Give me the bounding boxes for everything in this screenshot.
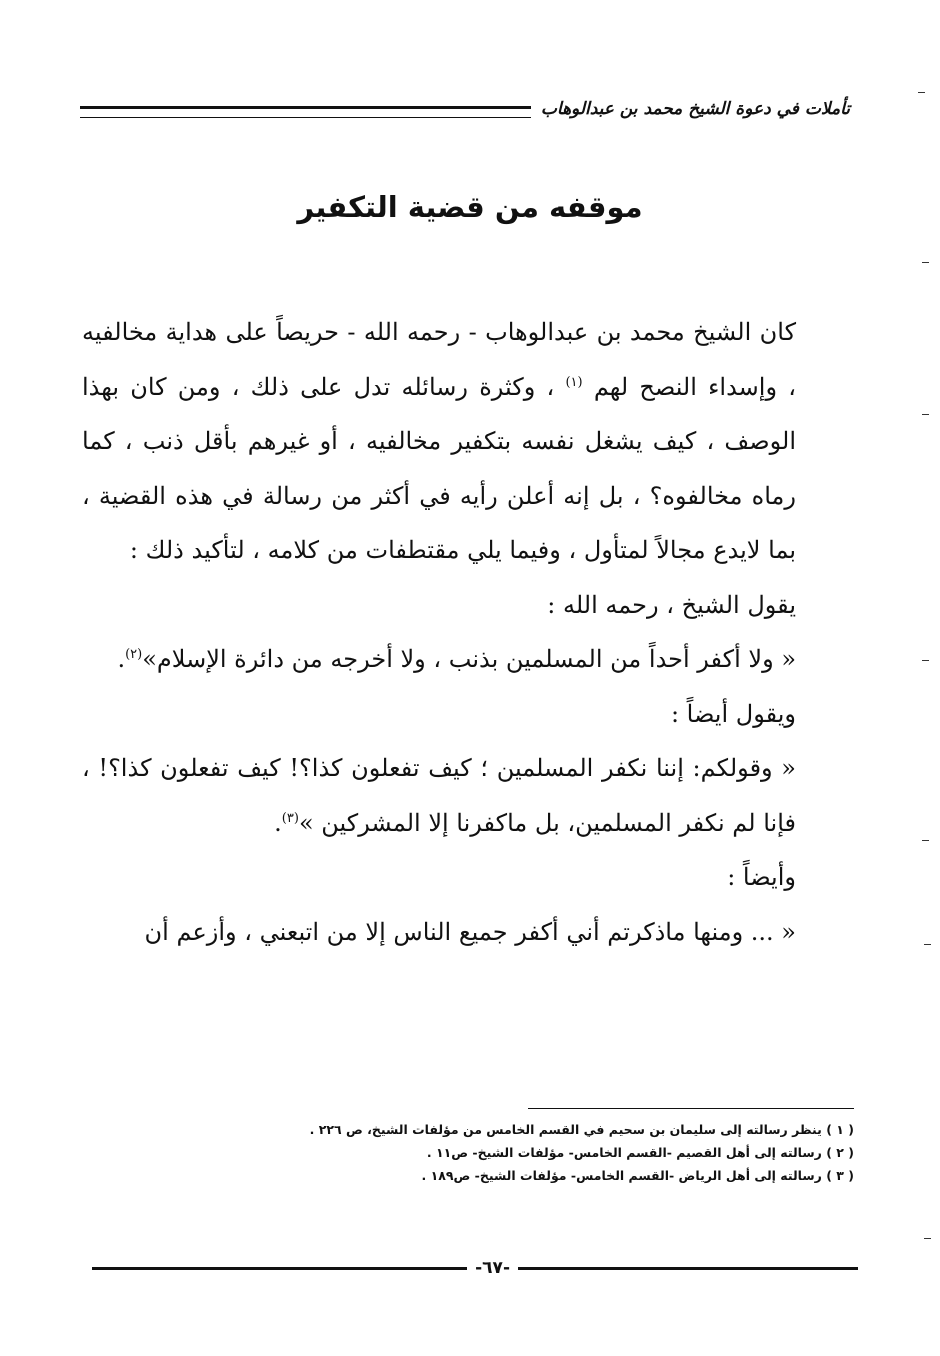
quote-paragraph-2 — [82, 741, 854, 850]
quote-end-2: . — [274, 808, 282, 837]
running-header — [80, 92, 850, 126]
body-text — [82, 305, 854, 959]
margin-tick — [922, 414, 929, 415]
running-header-title: تأملات في دعوة الشيخ محمد بن عبدالوهاب — [540, 99, 850, 119]
footnote-1: ( ١ ) ينظر رسالته إلى سليمان بن سحيم في القسم الخامس من مؤلفات الشيخ، ص ٢٢٦ . — [309, 1122, 854, 1137]
quote-paragraph-3: « ... ومنها ماذكرتم أني أكفر جميع الناس إلا من اتبعني ، وأزعم أن — [144, 917, 796, 946]
intro-text-cont: ، وكثرة رسائله تدل على ذلك ، ومن كان بهذا الوصف ، كيف يشغل نفسه بتكفير مخالفيه ، أو غيرهم بأقل ذنب ، كما رماه مخالفوه؟ ، بل إنه أعلن رأيه في أكثر من رسالة في هذه القضية ، بما لايدع مجالاً لمتأول ، وفيما يلي مقتطفات من كلامه ، لتأكيد ذلك : — [82, 372, 796, 564]
says-paragraph-1: يقول الشيخ ، رحمه الله : — [547, 590, 796, 619]
margin-tick — [924, 944, 931, 945]
quote-end-1: . — [117, 645, 126, 673]
intro-paragraph — [82, 305, 854, 578]
section-heading: موقفه من قضية التكفير — [297, 190, 643, 224]
says-paragraph-3: وأيضاً : — [727, 863, 796, 891]
quote-text-1: « ولا أكفر أحداً من المسلمين بذنب ، ولا أخرجه من دائرة الإسلام» — [142, 645, 796, 673]
footer-rule-left — [92, 1267, 467, 1270]
margin-tick — [922, 660, 929, 661]
footer-rule-right — [518, 1267, 858, 1270]
header-rule — [80, 106, 531, 118]
footnote-separator — [528, 1108, 854, 1109]
says-paragraph-2: ويقول أيضاً : — [670, 699, 796, 728]
margin-tick — [924, 1238, 931, 1239]
footnote-ref-2: (٢) — [125, 647, 143, 662]
quote-text-2: « وقولكم: إننا نكفر المسلمين ؛ كيف تفعلون كذا؟! كيف تفعلون كذا؟! ، فإنا لم نكفر المسلمين، بل ماكفرنا إلا المشركين » — [82, 754, 796, 837]
quote-paragraph-1 — [82, 632, 854, 687]
footnotes — [82, 1118, 854, 1187]
footnote-3: ( ٣ ) رسالته إلى أهل الرياض -القسم الخامس- مؤلفات الشيخ- ص١٨٩ . — [421, 1168, 854, 1183]
footnote-ref-1: (١) — [565, 374, 583, 390]
footnote-2: ( ٢ ) رسالته إلى أهل القصيم -القسم الخامس- مؤلفات الشيخ- ص١١ . — [426, 1145, 854, 1160]
margin-tick — [922, 840, 929, 841]
margin-tick — [918, 92, 925, 93]
page-footer — [92, 1256, 858, 1280]
footnote-ref-3: (٣) — [281, 810, 299, 826]
intro-text: كان الشيخ محمد بن عبدالوهاب - رحمه الله - حريصاً على هداية مخالفيه ، وإسداء النصح لهم — [82, 318, 796, 401]
margin-tick — [922, 262, 929, 263]
page-number: -٦٧- — [475, 1258, 510, 1278]
